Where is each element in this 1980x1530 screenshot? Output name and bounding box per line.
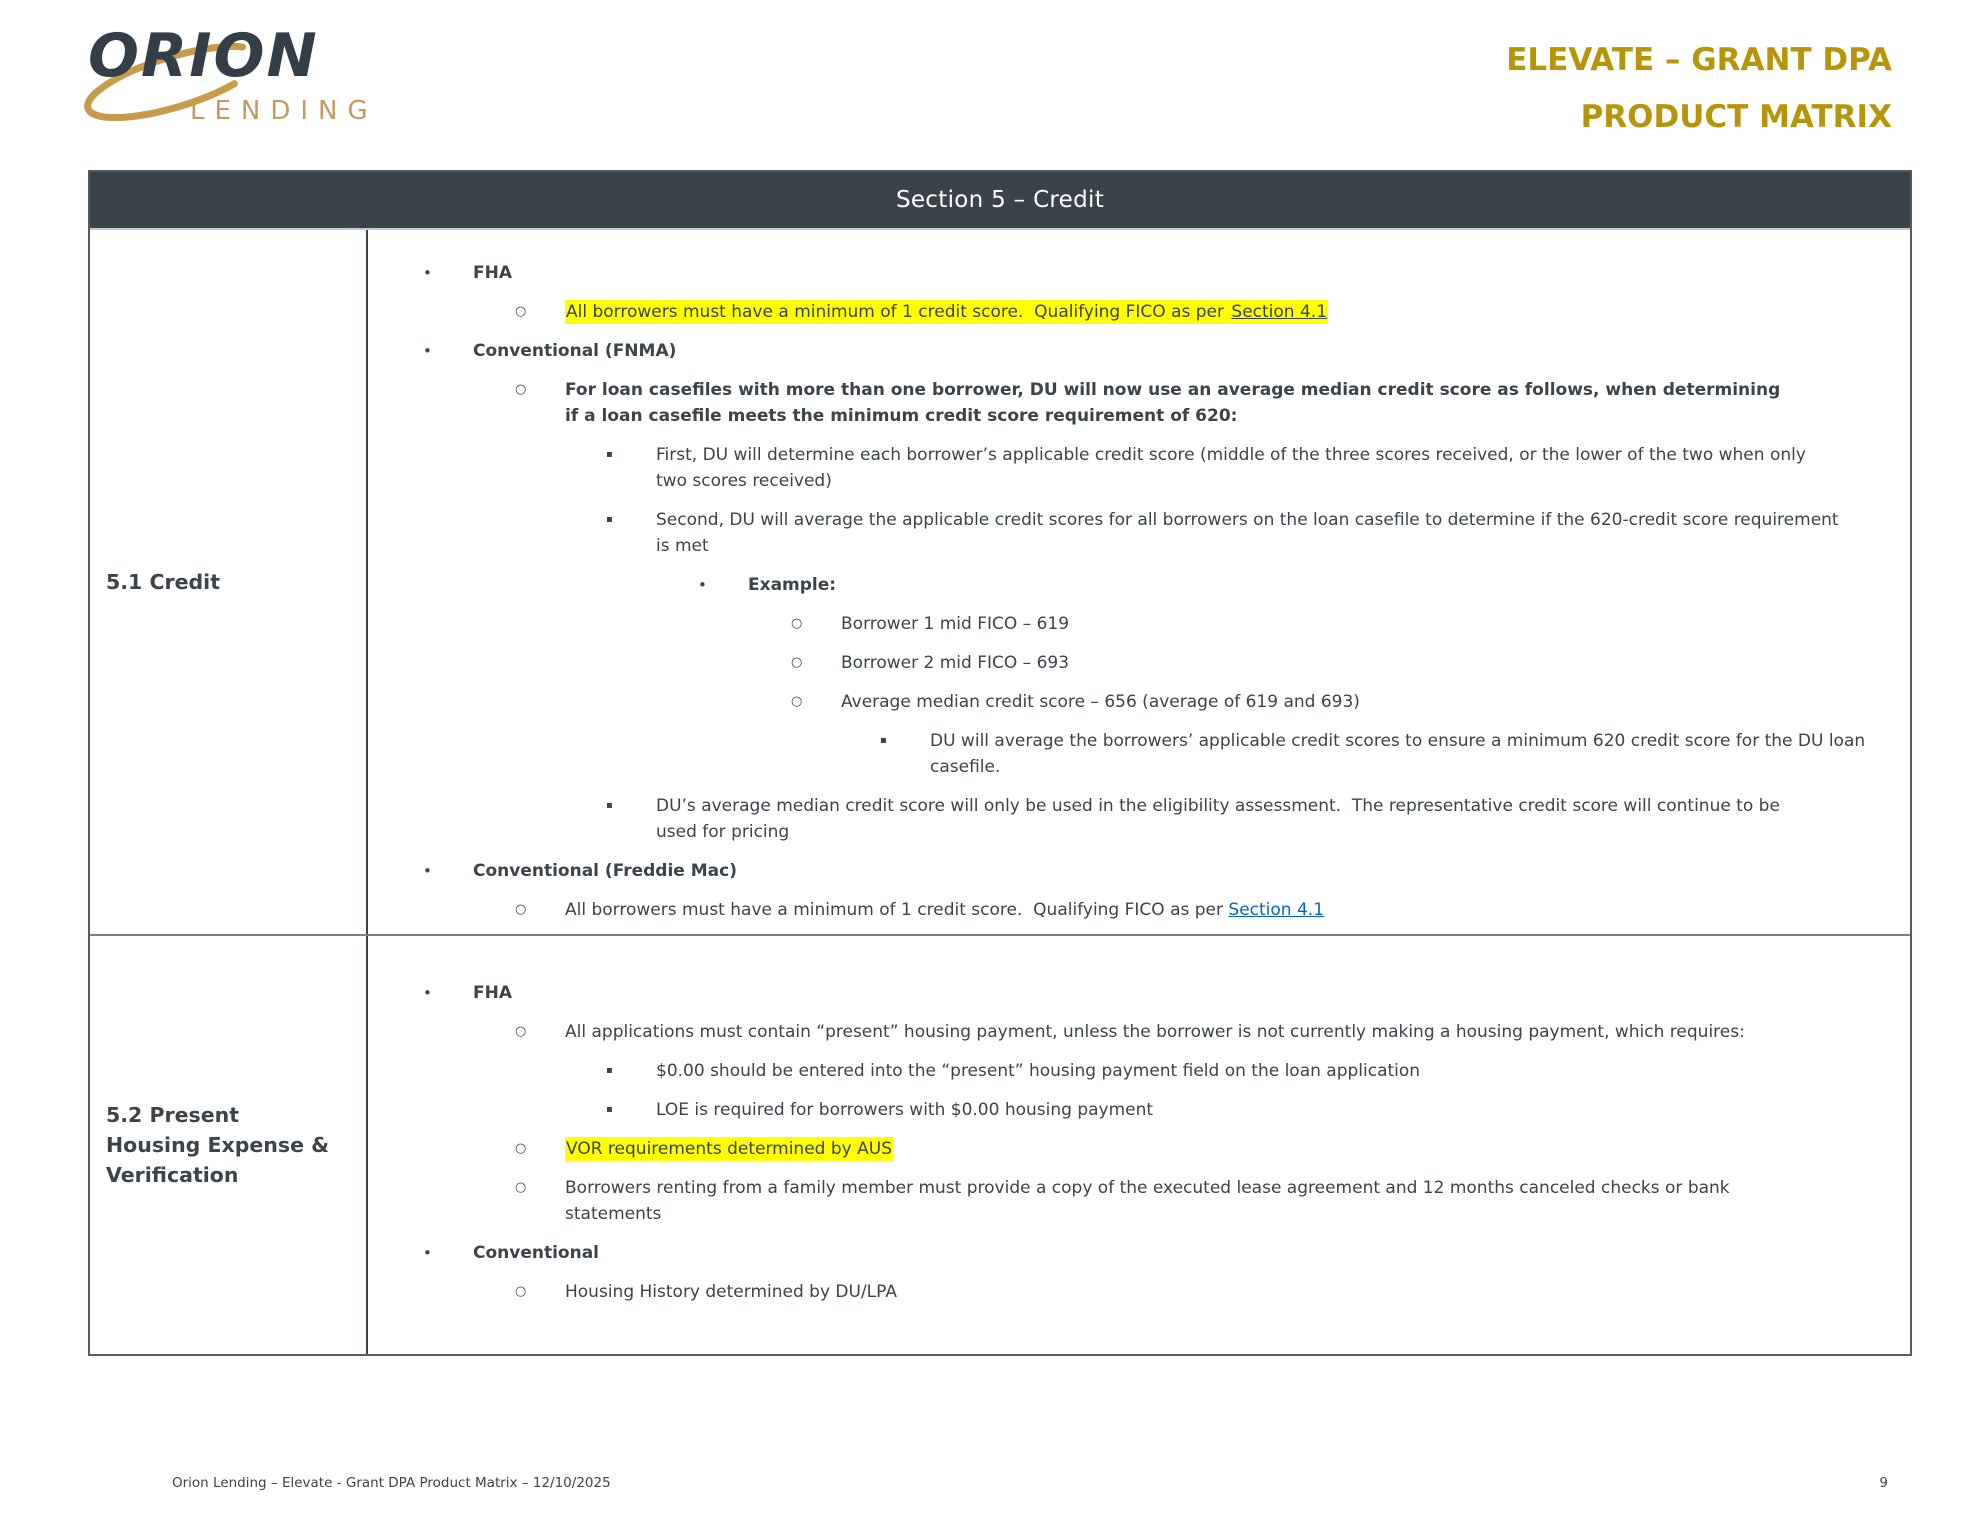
list-item bbox=[368, 377, 1898, 429]
bullet-icon: ▪ bbox=[880, 735, 887, 746]
document-title-line1: ELEVATE – GRANT DPA bbox=[1506, 42, 1892, 78]
list-item bbox=[368, 442, 1898, 494]
list-item bbox=[368, 572, 1898, 598]
item-text bbox=[473, 260, 512, 286]
text-run: All applications must contain “present” housing payment, unless the borrower is not currently making a housing payment, which requires: bbox=[565, 1022, 1745, 1042]
text-run: Borrower 2 mid FICO – 693 bbox=[841, 653, 1070, 673]
table-row bbox=[90, 230, 1910, 934]
text-run: All borrowers must have a minimum of 1 credit score. Qualifying FICO as per bbox=[565, 900, 1229, 920]
text-run: First, DU will determine each borrower’s applicable credit score (middle of the three scores received, or the lower of the two when only two scores received) bbox=[656, 445, 1812, 491]
list-item bbox=[368, 260, 1898, 286]
row-content bbox=[368, 936, 1910, 1354]
item-text bbox=[841, 689, 1360, 715]
text-run: DU’s average median credit score will only be used in the eligibility assessment. The representative credit score will continue to be used for pricing bbox=[656, 796, 1786, 842]
bullet-icon: ○ bbox=[791, 616, 803, 631]
bullet-icon: • bbox=[698, 576, 707, 594]
text-run: FHA bbox=[473, 263, 512, 283]
page-footer bbox=[0, 1474, 1980, 1492]
bullet-icon: ○ bbox=[515, 1180, 527, 1195]
page-number: 9 bbox=[1879, 1475, 1888, 1491]
list-item bbox=[368, 611, 1898, 637]
list-item bbox=[368, 1240, 1898, 1266]
item-text bbox=[930, 728, 1895, 780]
footer-text: Orion Lending – Elevate - Grant DPA Product Matrix – 12/10/2025 bbox=[172, 1475, 611, 1491]
item-text bbox=[656, 507, 1856, 559]
bullet-icon: ▪ bbox=[606, 449, 613, 460]
item-text bbox=[565, 1279, 897, 1305]
bullet-icon: ○ bbox=[791, 655, 803, 670]
text-run: FHA bbox=[473, 983, 512, 1003]
list-item bbox=[368, 1175, 1898, 1227]
logo-tagline: LENDING bbox=[190, 96, 378, 126]
item-text bbox=[748, 572, 836, 598]
text-run: VOR requirements determined by AUS bbox=[566, 1139, 892, 1159]
bullet-icon: ○ bbox=[515, 1024, 527, 1039]
list-item bbox=[368, 858, 1898, 884]
bullet-icon: ○ bbox=[515, 304, 527, 319]
document-title bbox=[1506, 32, 1892, 146]
item-text bbox=[565, 1019, 1745, 1045]
list-item bbox=[368, 980, 1898, 1006]
table-row bbox=[90, 934, 1910, 1354]
orion-logo bbox=[88, 21, 448, 154]
item-text bbox=[473, 338, 676, 364]
text-run: LOE is required for borrowers with $0.00 housing payment bbox=[656, 1100, 1154, 1120]
item-text bbox=[473, 1240, 599, 1266]
bullet-icon: • bbox=[423, 984, 432, 1002]
item-text bbox=[656, 1058, 1420, 1084]
text-run: Borrowers renting from a family member must provide a copy of the executed lease agreement and 12 months canceled checks or bank statements bbox=[565, 1178, 1736, 1224]
bullet-icon: ○ bbox=[515, 382, 527, 397]
item-text bbox=[841, 611, 1069, 637]
item-text bbox=[565, 1136, 893, 1162]
list-item bbox=[368, 299, 1898, 325]
matrix-body bbox=[90, 230, 1910, 1354]
list-item bbox=[368, 793, 1898, 845]
item-text bbox=[473, 858, 737, 884]
list-item bbox=[368, 689, 1898, 715]
item-text bbox=[473, 980, 512, 1006]
text-run: Conventional (FNMA) bbox=[473, 341, 677, 361]
section-header: Section 5 – Credit bbox=[90, 172, 1910, 230]
item-text bbox=[565, 1175, 1750, 1227]
item-text bbox=[656, 442, 1826, 494]
text-run: Borrower 1 mid FICO – 619 bbox=[841, 614, 1070, 634]
bullet-icon: ○ bbox=[515, 1284, 527, 1299]
bullet-icon: • bbox=[423, 264, 432, 282]
bullet-icon: ▪ bbox=[606, 800, 613, 811]
list-item bbox=[368, 897, 1898, 923]
row-content bbox=[368, 230, 1910, 934]
list-item bbox=[368, 338, 1898, 364]
list-item bbox=[368, 1058, 1898, 1084]
text-run: Conventional bbox=[473, 1243, 600, 1263]
section-4-1-link[interactable]: Section 4.1 bbox=[1231, 302, 1328, 322]
bullet-icon: ○ bbox=[791, 694, 803, 709]
list-item bbox=[368, 1097, 1898, 1123]
text-run: Average median credit score – 656 (average of 619 and 693) bbox=[841, 692, 1360, 712]
text-run: Example: bbox=[748, 575, 837, 595]
product-matrix-table bbox=[88, 170, 1912, 1356]
text-run: For loan casefiles with more than one borrower, DU will now use an average median credit score as follows, when determining if a loan casefile meets the minimum credit score requirement of 620: bbox=[565, 380, 1787, 426]
text-run: Housing History determined by DU/LPA bbox=[565, 1282, 897, 1302]
bullet-icon: • bbox=[423, 862, 432, 880]
document-title-line2: PRODUCT MATRIX bbox=[1580, 99, 1892, 135]
item-text bbox=[656, 793, 1826, 845]
list-item bbox=[368, 507, 1898, 559]
bullet-icon: ▪ bbox=[606, 1104, 613, 1115]
row-label: 5.2 Present Housing Expense & Verification bbox=[90, 936, 368, 1354]
item-text bbox=[565, 377, 1795, 429]
bullet-icon: • bbox=[423, 342, 432, 360]
text-run: All borrowers must have a minimum of 1 credit score. Qualifying FICO as per bbox=[566, 302, 1230, 322]
bullet-icon: ○ bbox=[515, 902, 527, 917]
item-text bbox=[841, 650, 1069, 676]
row-label: 5.1 Credit bbox=[90, 230, 368, 934]
text-run: Conventional (Freddie Mac) bbox=[473, 861, 737, 881]
list-item bbox=[368, 1279, 1898, 1305]
text-run: Second, DU will average the applicable credit scores for all borrowers on the loan casefile to determine if the 620-credit score requirement is met bbox=[656, 510, 1844, 556]
bullet-icon: • bbox=[423, 1244, 432, 1262]
bullet-icon: ▪ bbox=[606, 1065, 613, 1076]
logo-wordmark: ORION bbox=[88, 21, 319, 91]
text-run: DU will average the borrowers’ applicable credit scores to ensure a minimum 620 credit score for the DU loan casefile. bbox=[930, 731, 1871, 777]
list-item bbox=[368, 1019, 1898, 1045]
list-item bbox=[368, 650, 1898, 676]
bullet-icon: ▪ bbox=[606, 514, 613, 525]
item-text bbox=[656, 1097, 1153, 1123]
bullet-icon: ○ bbox=[515, 1141, 527, 1156]
text-run: $0.00 should be entered into the “present” housing payment field on the loan application bbox=[656, 1061, 1421, 1081]
item-text bbox=[565, 299, 1328, 325]
list-item bbox=[368, 1136, 1898, 1162]
item-text bbox=[565, 897, 1324, 923]
list-item bbox=[368, 728, 1898, 780]
section-4-1-link[interactable]: Section 4.1 bbox=[1228, 900, 1325, 920]
